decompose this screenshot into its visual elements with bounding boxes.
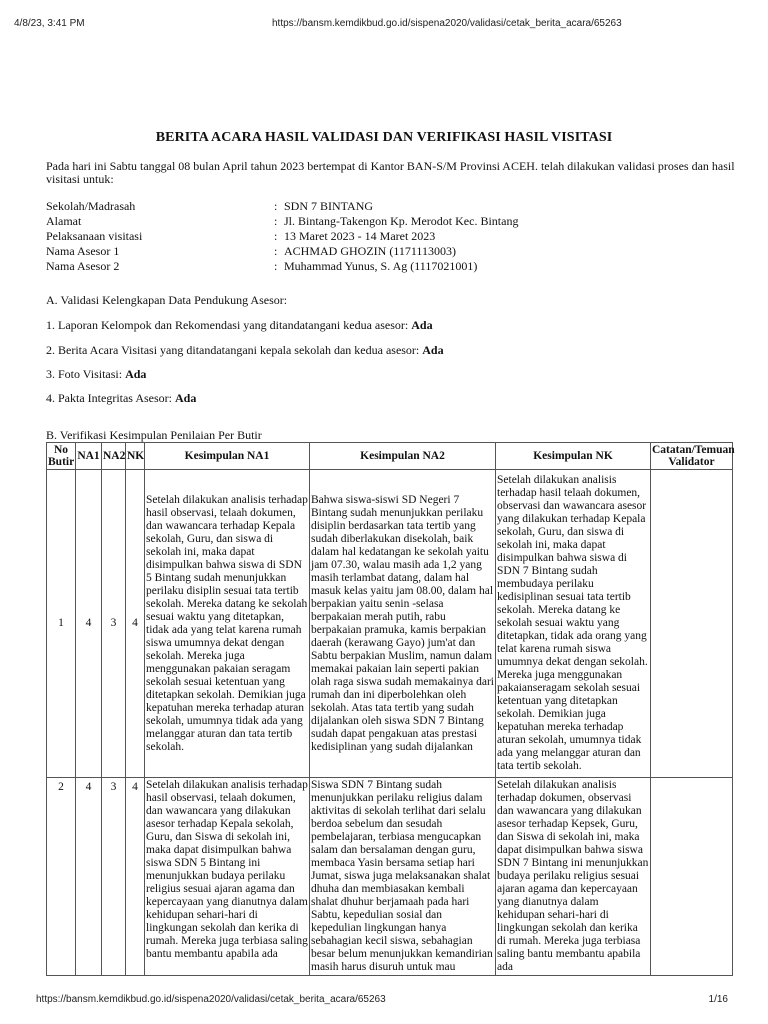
section-a-heading: A. Validasi Kelengkapan Data Pendukung Asesor:: [46, 293, 288, 307]
cell-na2: 3: [102, 778, 126, 976]
checklist-item-value: Ada: [411, 318, 433, 332]
checklist-item: [46, 367, 146, 382]
print-footer: [36, 994, 728, 1008]
header-catatan: Catatan/Temuan Validator: [652, 444, 735, 468]
cell-kesimpulan-na1: Setelah dilakukan analisis terhadap hasil observasi, telaah dokumen, dan wawancara terhadap Kepala sekolah, Guru, dan siswa di sekolah ini, maka dapat disimpulkan bahwa siswa di SDN 5 Bintang sudah menunjukkan perilaku disiplin sesuai tata tertib sekolah. Mereka datang ke sekolah sesuai waktu yang ditetapkan, tidak ada yang telat karena rumah siswa umumnya dekat dengan sekolah. Mereka juga menggunakan pakaian seragam sekolah sesuai ketentuan yang ditetapkan sekolah. Demikian juga kepatuhan mereka terhadap aturan sekolah, umumnya tidak ada yang melanggar aturan dan tata tertib sekolah.: [145, 470, 310, 778]
table-header-row: [47, 443, 733, 470]
cell-kesimpulan-na2: Siswa SDN 7 Bintang sudah menunjukkan perilaku religius dalam aktivitas di sekolah terlihat dari selalu berdoa sebelum dan sesudah pembelajaran, terbiasa mengucapkan salam dan bersalaman dengan guru, membaca Yasin bersama setiap hari Jumat, siswa juga melaksanakan shalat dhuha dan membiasakan kembali shalat dhuhur berjamaah pada hari Sabtu, kepedulian sosial dan kepedulian lingkungan hanya sebahagian kecil siswa, sebahagian besar belum menunjukkan kemandirian masih harus disuruh untuk mau: [310, 778, 496, 976]
info-value: Jl. Bintang-Takengon Kp. Merodot Kec. Bintang: [284, 214, 519, 228]
cell-nk: 4: [126, 470, 145, 778]
table-row: [47, 778, 733, 976]
info-label: Nama Asesor 2: [46, 259, 120, 273]
print-header: [14, 18, 754, 32]
info-value: SDN 7 BINTANG: [284, 199, 374, 213]
info-value: Muhammad Yunus, S. Ag (1117021001): [284, 259, 478, 273]
cell-kesimpulan-na1: Setelah dilakukan analisis terhadap hasil observasi, telaah dokumen, dan wawancara yang dilakukan asesor terhadap Kepala sekolah, Guru, dan Siswa di sekolah ini, maka dapat disimpulkan bahwa siswa SDN 5 Bintang ini menunjukkan budaya perilaku religius sesuai ajaran agama dan kepercayaan yang dianutnya dalam kehidupan sehari-hari di lingkungan sekolah dan kerika di rumah. Mereka juga terbiasa saling bantu membantu apabila ada: [145, 778, 310, 976]
info-value: ACHMAD GHOZIN (1171113003): [284, 244, 456, 258]
cell-na2: 3: [102, 470, 126, 778]
header-no-butir: No Butir: [48, 444, 75, 468]
header-na1: NA1: [76, 443, 102, 470]
checklist-item-value: Ada: [422, 343, 444, 357]
document-title: BERITA ACARA HASIL VALIDASI DAN VERIFIKASI HASIL VISITASI: [155, 130, 613, 145]
header-nk: NK: [126, 443, 145, 470]
print-datetime: 4/8/23, 3:41 PM: [14, 18, 85, 29]
cell-na1: 4: [76, 778, 102, 976]
section-b-heading: B. Verifikasi Kesimpulan Penilaian Per Butir: [46, 428, 262, 442]
cell-kesimpulan-na2: Bahwa siswa-siswi SD Negeri 7 Bintang sudah menunjukkan perilaku disiplin berdasarkan tata tertib yang sudah diberlakukan disekolah, baik dalam hal kedatangan ke sekolah yaitu jam 07.30, walau masih ada 1,2 yang masih terlambat datang, dalam hal masuk kelas yaitu jam 08.00, dalam hal berpakian yaitu senin -selasa berpakaian merah putih, rabu berpakaian pramuka, kamis berpakian daerah (kerawang Gayo) jum'at dan Sabtu berpakian Muslim, namun dalam memakai pakaian lain seperti pakian olah raga siswa sudah memakainya dari rumah dan ini diperbolehkan oleh sekolah. Atas tata tertib yang sudah dijalankan oleh siswa SDN 7 Bintang sudah dapat pengakuan atas prestasi kedisiplinan yang sudah dijalankan: [310, 470, 496, 778]
checklist-item-text: 2. Berita Acara Visitasi yang ditandatangani kepala sekolah dan kedua asesor:: [46, 343, 420, 357]
header-kesimpulan-na1: Kesimpulan NA1: [145, 443, 310, 470]
info-colon: :: [274, 259, 278, 273]
verification-table: [46, 442, 733, 976]
checklist-item: [46, 318, 433, 333]
intro-paragraph: Pada hari ini Sabtu tanggal 08 bulan April tahun 2023 bertempat di Kantor BAN-S/M Provinsi ACEH. telah dilakukan validasi proses dan hasil visitasi untuk:: [46, 159, 735, 186]
cell-kesimpulan-nk: Setelah dilakukan analisis terhadap hasil telaah dokumen, observasi dan wawancara asesor yang dilakukan terhadap Kepala sekolah, Guru, dan siswa di sekolah ini, maka dapat disimpulkan bahwa siswa di SDN 7 Bintang sudah membudaya perilaku kedisiplinan sesuai tata tertib sekolah. Mereka datang ke sekolah sesuai waktu yang ditetapkan, tidak ada orang yang telat karena rumah siswa umumnya dekat dengan sekolah. Mereka juga menggunakan pakaianseragam sekolah sesuai ketentuan yang ditetapkan sekolah. Demikian juga kepatuhan mereka terhadap aturan sekolah, umumnya tidak ada yang melanggar aturan dan tata tertib sekolah.: [496, 470, 651, 778]
cell-catatan: [651, 470, 733, 778]
cell-kesimpulan-nk: Setelah dilakukan analisis terhadap dokumen, observasi dan wawancara yang dilakukan asesor terhadap Kepsek, Guru, dan Siswa di sekolah ini, maka dapat disimpulkan bahwa siswa SDN 7 Bintang ini menunjukkan budaya perilaku religius sesuai ajaran agama dan kepercayaan yang dianutnya dalam kehidupan sehari-hari di lingkungan sekolah dan kerika di rumah. Mereka juga terbiasa saling bantu membantu apabila ada: [496, 778, 651, 976]
checklist-item-text: 1. Laporan Kelompok dan Rekomendasi yang ditandatangani kedua asesor:: [46, 318, 409, 332]
header-kesimpulan-nk: Kesimpulan NK: [496, 443, 651, 470]
cell-no: 1: [47, 470, 76, 778]
checklist-item-text: 3. Foto Visitasi:: [46, 367, 123, 381]
checklist-item-value: Ada: [174, 391, 197, 405]
page-number: 1/16: [708, 994, 728, 1005]
info-label: Sekolah/Madrasah: [46, 199, 136, 213]
cell-nk: 4: [126, 778, 145, 976]
header-kesimpulan-na2: Kesimpulan NA2: [310, 443, 496, 470]
info-colon: :: [274, 244, 278, 258]
cell-catatan: [651, 778, 733, 976]
cell-no: 2: [47, 778, 76, 976]
info-value: 13 Maret 2023 - 14 Maret 2023: [284, 229, 436, 243]
info-label: Nama Asesor 1: [46, 244, 120, 258]
header-na2: NA2: [102, 443, 126, 470]
checklist-item-value: Ada: [125, 367, 147, 381]
checklist-item: [46, 343, 444, 358]
info-colon: :: [274, 199, 278, 213]
info-colon: :: [274, 229, 278, 243]
info-colon: :: [274, 214, 278, 228]
checklist-item-text: 4. Pakta Integritas Asesor:: [46, 391, 172, 405]
info-label: Alamat: [46, 214, 82, 228]
checklist-item: [46, 391, 196, 406]
cell-na1: 4: [76, 470, 102, 778]
print-footer-url: https://bansm.kemdikbud.go.id/sispena2020/validasi/cetak_berita_acara/65263: [36, 994, 386, 1005]
table-row: [47, 470, 733, 778]
info-label: Pelaksanaan visitasi: [46, 229, 143, 243]
print-url: https://bansm.kemdikbud.go.id/sispena2020/validasi/cetak_berita_acara/65263: [272, 18, 622, 29]
